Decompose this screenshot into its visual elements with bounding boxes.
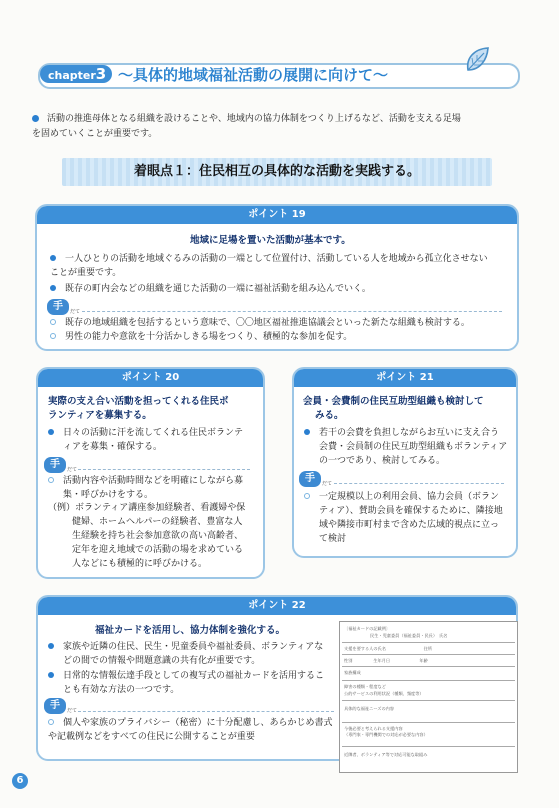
point-19-bullet-1-line-2: ことが重要です。 xyxy=(50,268,122,278)
form-rule xyxy=(342,654,515,655)
intro-line-2: を固めていくことが重要です。 xyxy=(32,129,158,139)
point-21-bullet-1-line-3: の一つであり、検討してみる。 xyxy=(319,456,446,466)
point-19-tip-2-text: 男性の能力や意欲を十分活かしきる場をつくり、積極的な参加を促す。 xyxy=(65,332,353,342)
point-22-subtitle: 福祉カードを活用し、協力体制を強化する。 xyxy=(95,625,286,636)
form-row-support: 今後必要と考えられる支援内容 xyxy=(344,726,403,731)
hand-icon: 手 xyxy=(299,471,321,487)
point-20-subtitle xyxy=(48,395,258,423)
point-21-tip-1-line-2: ティア）、賛助会員を確保するために、隣接地 xyxy=(319,506,503,516)
form-rule xyxy=(342,642,515,643)
point-20-example-line-3: 生経験を持ち社会参加意欲の高い高齢者、 xyxy=(72,531,244,541)
form-rule xyxy=(342,680,515,681)
chapter-title: ～具体的地域福祉活動の展開に向けて～ xyxy=(118,66,389,84)
bullet-dot xyxy=(48,672,54,678)
form-row-support-note: （専門家・専門機関での対応が必要な内容） xyxy=(344,732,428,737)
form-row-name: 支援を要する人の氏名 住所 xyxy=(344,646,432,651)
point-19-header: ポイント 19 xyxy=(37,206,517,224)
point-21-subtitle-line-1: 会員・会費制の住民互助型組織も検討して xyxy=(303,396,484,407)
point-21-tip-1-line-3: 域や隣接市町村まで含めた広域的視点に立っ xyxy=(319,520,500,530)
point-20-bullet-1-line-1: 日々の活動に汗を流してくれる住民ボランテ xyxy=(63,428,244,438)
point-21-header: ポイント 21 xyxy=(294,369,516,387)
point-20-example-line-4: 定年を迎え地域での活動の場を求めている xyxy=(72,545,244,555)
form-row-disability: 障害の種類・程度など xyxy=(344,684,386,689)
hand-icon: 手 xyxy=(44,457,66,473)
point-22-bullet-1 xyxy=(48,640,338,668)
point-20-example-line-5: 人などにも積極的に呼びかける。 xyxy=(72,559,208,569)
form-row-needs: 具体的な福祉ニーズの内容 xyxy=(344,706,395,711)
point-19-bullet-1 xyxy=(50,252,510,280)
form-row-services: 公的サービスの利用状況（種類、頻度等） xyxy=(344,691,424,696)
hand-caption: だて xyxy=(67,467,78,473)
point-21-tip-1 xyxy=(304,490,514,546)
point-22-bullet-2 xyxy=(48,669,338,697)
point-20-tip-1 xyxy=(48,474,258,502)
point-22-bullet-2-line-1: 日常的な情報伝達手段としての複写式の福祉カードを活用するこ xyxy=(63,671,325,681)
focus-point-title: 着眼点１：住民相互の具体的な活動を実践する。 xyxy=(133,164,420,179)
chapter-number: 3 xyxy=(95,65,107,83)
point-22-tip-1-line-1: 個人や家族のプライバシー（秘密）に十分配慮し、あらかじめ書式 xyxy=(63,718,333,728)
page-number: 6 xyxy=(12,773,28,789)
bullet-dot xyxy=(48,643,54,649)
hand-caption: だて xyxy=(67,708,78,714)
divider xyxy=(82,311,502,312)
divider xyxy=(78,711,334,712)
point-20-subtitle-line-1: 実際の支え合い活動を担ってくれる住民ボ xyxy=(48,396,229,407)
form-row-volunteer: 近隣者、ボランティア等で対応可能な取組み xyxy=(344,752,428,757)
bullet-dot xyxy=(32,115,39,122)
divider xyxy=(78,469,250,470)
point-21-subtitle xyxy=(303,395,513,423)
point-19-bullet-2-text: 既存の町内会などの組織を通じた活動の一端に福祉活動を組み込んでいく。 xyxy=(65,284,371,294)
form-rule xyxy=(342,746,515,747)
point-20-example-line-2: 健婦、ホームヘルパーの経験者、豊富な人 xyxy=(72,517,243,527)
bullet-dot xyxy=(50,255,56,261)
form-title: 〔福祉カードの記載例〕 xyxy=(344,626,391,631)
point-19-bullet-2 xyxy=(50,282,510,296)
point-21-bullet-1 xyxy=(304,426,514,468)
point-20-tip-1-line-1: 活動内容や活動時間などを明確にしながら募 xyxy=(63,476,244,486)
form-rule xyxy=(342,722,515,723)
focus-point-band xyxy=(62,158,492,186)
point-20-header: ポイント 20 xyxy=(38,369,263,387)
point-19-tip-1 xyxy=(50,316,510,330)
point-21-bullet-1-line-1: 若干の会費を負担しながらお互いに支え合う xyxy=(319,428,500,438)
point-20-subtitle-line-2: ランティアを募集する。 xyxy=(48,410,152,421)
point-20-bullet-1-line-2: ィアを募集・確保する。 xyxy=(63,442,163,452)
ring-bullet xyxy=(48,719,54,725)
point-19-bullet-1-line-1: 一人ひとりの活動を地域ぐるみの活動の一端として位置付け、活動している人を地域から孤立化させない xyxy=(65,254,488,264)
hand-caption: だて xyxy=(70,309,81,315)
point-22-header: ポイント 22 xyxy=(38,597,516,615)
hand-icon: 手 xyxy=(47,299,69,315)
point-21-subtitle-line-2: みる。 xyxy=(315,410,344,421)
form-row-family: 家族構成 xyxy=(344,670,361,675)
intro-paragraph xyxy=(32,112,532,142)
point-22-bullet-1-line-2: どの間での情報や問題意識の共有化が重要です。 xyxy=(63,656,261,666)
bullet-dot xyxy=(48,429,54,435)
point-22-tip-1-line-2: や記載例などをすべての住民に公開することが重要 xyxy=(48,732,255,742)
chapter-tag xyxy=(40,65,112,83)
ring-bullet xyxy=(304,493,310,499)
intro-line-1: 活動の推進母体となる組織を設けることや、地域内の協力体制をつくり上げるなど、活動を支える足場 xyxy=(47,114,461,124)
point-20-example xyxy=(48,501,263,571)
leaf-icon xyxy=(464,46,490,74)
form-header: 民生・児童委員（福祉委員・民長） 氏名 xyxy=(370,633,448,638)
point-21-bullet-1-line-2: 会費・会員制の住民互助型組織もボランティア xyxy=(319,442,508,452)
bullet-dot xyxy=(50,285,56,291)
point-19-tip-2 xyxy=(50,330,510,344)
point-22-bullet-1-line-1: 家族や近隣の住民、民生・児童委員や福祉委員、ボランティアな xyxy=(63,642,324,652)
hand-caption: だて xyxy=(322,481,333,487)
point-19-subtitle: 地域に足場を置いた活動が基本です。 xyxy=(190,235,351,246)
form-rule xyxy=(342,666,515,667)
form-row-sex: 性別 生年月日 年齢 xyxy=(344,658,428,663)
divider xyxy=(334,483,504,484)
welfare-card-sample xyxy=(339,621,518,773)
ring-bullet xyxy=(50,319,56,325)
hand-icon: 手 xyxy=(44,698,66,714)
bullet-dot xyxy=(304,429,310,435)
point-21-tip-1-line-4: て検討 xyxy=(319,534,347,544)
ring-bullet xyxy=(48,477,54,483)
point-22-tip-1 xyxy=(48,716,338,744)
point-22-bullet-2-line-2: とも有効な方法の一つです。 xyxy=(63,685,180,695)
point-19-tip-1-text: 既存の地域組織を包括するという意味で、〇〇地区福祉推進協議会といった新たな組織も検討する。 xyxy=(65,318,470,328)
point-20-tip-1-line-2: 集・呼びかけをする。 xyxy=(63,490,154,500)
form-rule xyxy=(342,700,515,701)
point-20-bullet-1 xyxy=(48,426,258,454)
point-21-tip-1-line-1: 一定規模以上の利用会員、協力会員（ボラン xyxy=(319,492,500,502)
chapter-tag-label: chapter xyxy=(48,69,96,82)
point-20-example-line-1: （例）ボランティア講座参加経験者、看護婦や保 xyxy=(48,503,246,513)
ring-bullet xyxy=(50,333,56,339)
